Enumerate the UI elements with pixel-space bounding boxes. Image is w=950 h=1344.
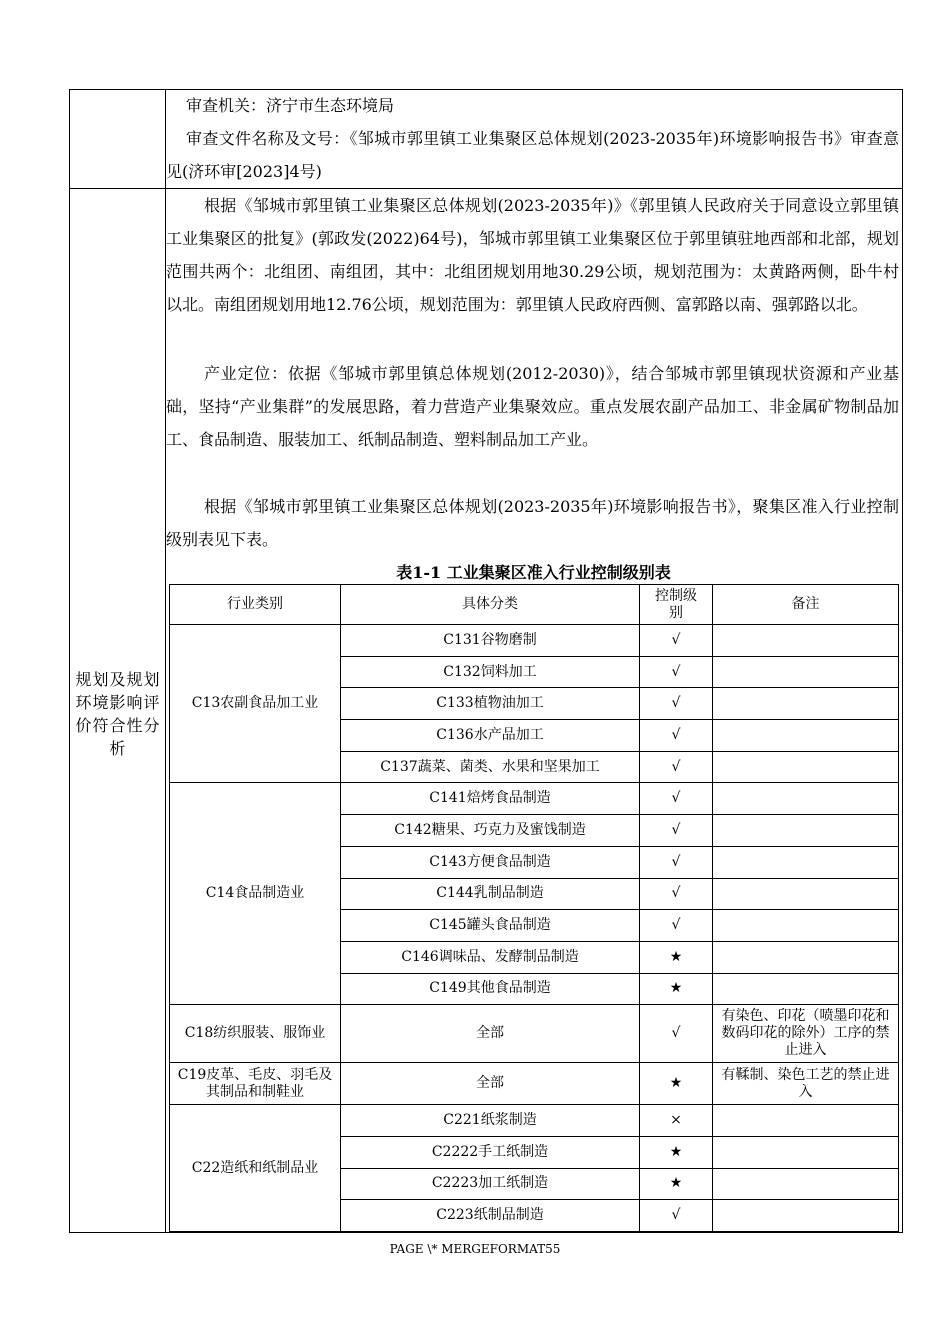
remark-cell: [713, 1105, 899, 1137]
header-remark: 备注: [713, 585, 899, 625]
side-label: 规划及规划环境影响评价符合性分析: [75, 670, 161, 758]
subcategory-cell: 全部: [341, 1005, 640, 1063]
table-row: [170, 1005, 899, 1063]
subcategory-cell: C136水产品加工: [341, 720, 640, 752]
control-level-cell: √: [640, 1005, 713, 1063]
table-row: [170, 625, 899, 657]
remark-cell: 有染色、印花（喷墨印花和数码印花的除外）工序的禁止进入: [713, 1005, 899, 1063]
category-cell: C19皮革、毛皮、羽毛及其制品和制鞋业: [170, 1063, 341, 1105]
subcategory-cell: C149其他食品制造: [341, 973, 640, 1005]
subcategory-cell: C142糖果、巧克力及蜜饯制造: [341, 815, 640, 847]
subcategory-cell: C141焙烤食品制造: [341, 783, 640, 815]
control-level-cell: ★: [640, 1063, 713, 1105]
control-level-cell: √: [640, 656, 713, 688]
paragraph-table-intro: 根据《邹城市郭里镇工业集聚区总体规划(2023-2035年)环境影响报告书》，聚集区准入行业控制级别表见下表。: [166, 497, 899, 549]
subcategory-cell: C223纸制品制造: [341, 1200, 640, 1232]
control-level-cell: √: [640, 1200, 713, 1232]
paragraph-scope: 根据《邹城市郭里镇工业集聚区总体规划(2023-2035年)》《郭里镇人民政府关于同意设立郭里镇工业集聚区的批复》(郭政发(2022)64号)，邹城市郭里镇工业集聚区位于郭里镇驻地西部和北部，规划范围共两个：北组团、南组团，其中：北组团规划用地30.29公顷，规划范围为：太黄路两侧，卧牛村以北。南组团规划用地12.76公顷，规划范围为：郭里镇人民政府西侧、富郭路以南、强郭路以北。: [166, 196, 899, 314]
header-level: 控制级别: [640, 585, 713, 625]
subcategory-cell: C133植物油加工: [341, 688, 640, 720]
subcategory-cell: C145罐头食品制造: [341, 910, 640, 942]
control-level-cell: √: [640, 625, 713, 657]
control-level-cell: √: [640, 688, 713, 720]
subcategory-cell: C132饲料加工: [341, 656, 640, 688]
remark-cell: [713, 910, 899, 942]
table-title: 表1-1 工业集聚区准入行业控制级别表: [396, 563, 671, 582]
review-authority: 审查机关：济宁市生态环境局: [186, 96, 395, 115]
page-footer: PAGE \* MERGEFORMAT55: [389, 1242, 561, 1256]
control-level-cell: √: [640, 720, 713, 752]
remark-cell: [713, 1168, 899, 1200]
remark-cell: [713, 625, 899, 657]
remark-cell: [713, 941, 899, 973]
category-cell: C13农副食品加工业: [170, 625, 341, 783]
category-cell: C22造纸和纸制品业: [170, 1105, 341, 1232]
subcategory-cell: C146调味品、发酵制品制造: [341, 941, 640, 973]
industry-control-table: [169, 584, 899, 1232]
table-row: [170, 1063, 899, 1105]
remark-cell: [713, 1200, 899, 1232]
remark-cell: [713, 688, 899, 720]
remark-cell: [713, 783, 899, 815]
review-document: 审查文件名称及文号：《邹城市郭里镇工业集聚区总体规划(2023-2035年)环境影响报告书》审查意见(济环审[2023]4号): [166, 129, 899, 181]
remark-cell: [713, 846, 899, 878]
remark-cell: 有鞣制、染色工艺的禁止进入: [713, 1063, 899, 1105]
subcategory-cell: C137蔬菜、菌类、水果和坚果加工: [341, 751, 640, 783]
subcategory-cell: C131谷物磨制: [341, 625, 640, 657]
control-level-cell: ★: [640, 1136, 713, 1168]
control-level-cell: ×: [640, 1105, 713, 1137]
subcategory-cell: C2223加工纸制造: [341, 1168, 640, 1200]
control-level-cell: ★: [640, 1168, 713, 1200]
control-level-cell: ★: [640, 941, 713, 973]
table-header-row: [170, 585, 899, 625]
subcategory-cell: C144乳制品制造: [341, 878, 640, 910]
control-level-cell: √: [640, 783, 713, 815]
remark-cell: [713, 973, 899, 1005]
header-category: 行业类别: [170, 585, 341, 625]
control-level-cell: √: [640, 815, 713, 847]
remark-cell: [713, 878, 899, 910]
control-level-cell: √: [640, 910, 713, 942]
remark-cell: [713, 720, 899, 752]
control-level-cell: ★: [640, 973, 713, 1005]
category-cell: C14食品制造业: [170, 783, 341, 1005]
header-subcategory: 具体分类: [341, 585, 640, 625]
remark-cell: [713, 1136, 899, 1168]
category-cell: C18纺织服装、服饰业: [170, 1005, 341, 1063]
remark-cell: [713, 815, 899, 847]
paragraph-industry: 产业定位：依据《邹城市郭里镇总体规划(2012-2030)》，结合邹城市郭里镇现状资源和产业基础，坚持“产业集群”的发展思路，着力营造产业集聚效应。重点发展农副产品加工、非金属矿物制品加工、食品制造、服装加工、纸制品制造、塑料制品加工产业。: [166, 364, 899, 449]
subcategory-cell: C143方便食品制造: [341, 846, 640, 878]
control-level-cell: √: [640, 846, 713, 878]
subcategory-cell: 全部: [341, 1063, 640, 1105]
remark-cell: [713, 656, 899, 688]
table-row: [170, 783, 899, 815]
subcategory-cell: C221纸浆制造: [341, 1105, 640, 1137]
table-row: [170, 1105, 899, 1137]
control-level-cell: √: [640, 751, 713, 783]
control-level-cell: √: [640, 878, 713, 910]
remark-cell: [713, 751, 899, 783]
subcategory-cell: C2222手工纸制造: [341, 1136, 640, 1168]
